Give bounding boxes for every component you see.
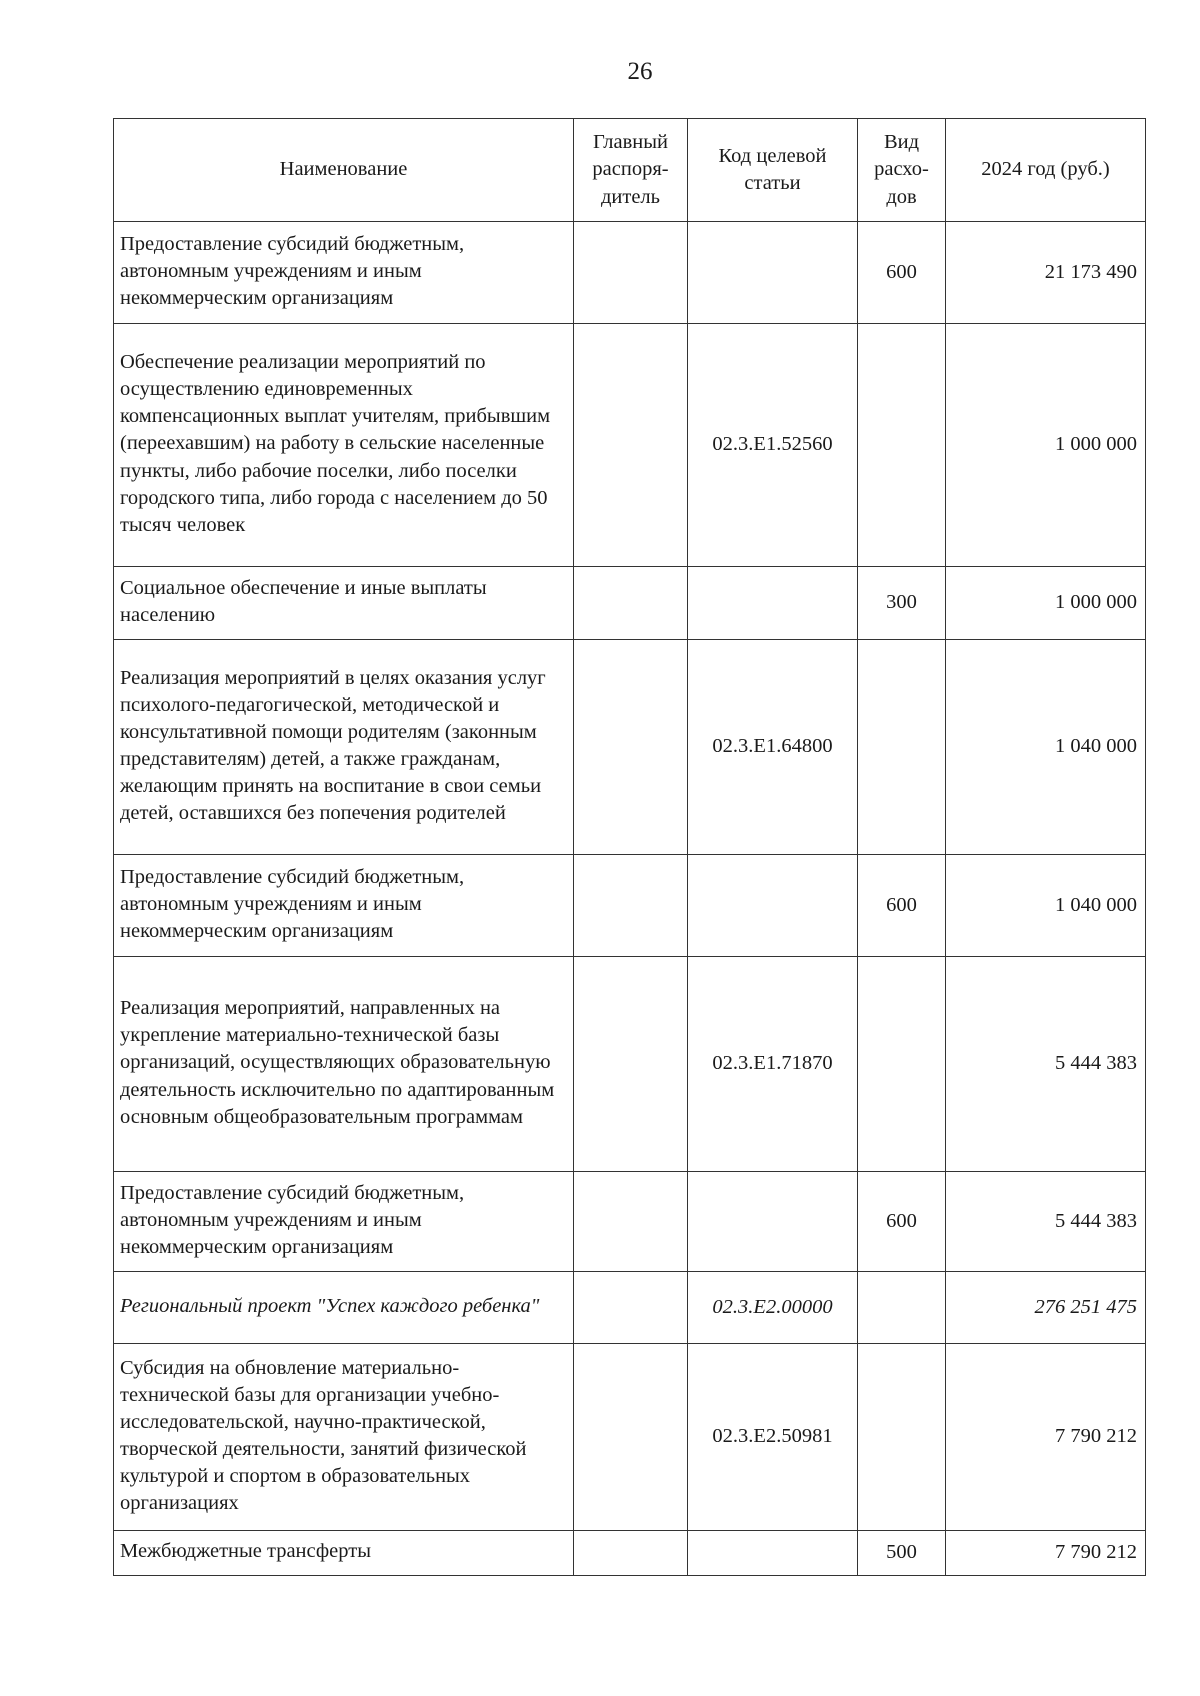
row-type xyxy=(858,957,946,1172)
row-amount: 1 000 000 xyxy=(946,324,1146,567)
table-row xyxy=(114,222,1146,324)
row-amount: 5 444 383 xyxy=(946,1172,1146,1272)
row-type: 600 xyxy=(858,1172,946,1272)
row-type xyxy=(858,1344,946,1531)
row-type: 600 xyxy=(858,222,946,324)
row-code: 02.3.Е2.50981 xyxy=(688,1344,858,1531)
row-code: 02.3.Е1.71870 xyxy=(688,957,858,1172)
row-type: 300 xyxy=(858,567,946,640)
row-name: Предоставление субсидий бюджетным, автономным учреждениям и иным некоммерческим организациям xyxy=(114,1172,574,1272)
row-code xyxy=(688,222,858,324)
table-header-row xyxy=(114,119,1146,222)
row-amount: 1 000 000 xyxy=(946,567,1146,640)
row-code: 02.3.Е2.00000 xyxy=(688,1272,858,1344)
table-row xyxy=(114,1531,1146,1576)
row-amount: 1 040 000 xyxy=(946,855,1146,957)
row-name: Реализация мероприятий в целях оказания услуг психолого-педагогической, методической и консультативной помощи родителям (законным представителям) детей, а также гражданам, желающим принять на воспитание в свои семьи детей, оставшихся без попечения родителей xyxy=(114,640,574,855)
row-manager xyxy=(574,640,688,855)
row-amount: 276 251 475 xyxy=(946,1272,1146,1344)
row-code: 02.3.Е1.64800 xyxy=(688,640,858,855)
row-type xyxy=(858,640,946,855)
row-name: Предоставление субсидий бюджетным, автономным учреждениям и иным некоммерческим организациям xyxy=(114,222,574,324)
row-name: Субсидия на обновление материально-технической базы для организации учебно-исследовательской, научно-практической, творческой деятельности, занятий физической культурой и спортом в образовательных организациях xyxy=(114,1344,574,1531)
table-row xyxy=(114,855,1146,957)
row-code xyxy=(688,567,858,640)
row-code: 02.3.Е1.52560 xyxy=(688,324,858,567)
row-manager xyxy=(574,957,688,1172)
page-number: 26 xyxy=(627,58,653,85)
row-amount: 7 790 212 xyxy=(946,1531,1146,1576)
row-name: Обеспечение реализации мероприятий по осуществлению единовременных компенсационных выплат учителям, прибывшим (переехавшим) на работу в сельские населенные пункты, либо рабочие поселки, либо поселки городского типа, либо города с населением до 50 тысяч человек xyxy=(114,324,574,567)
row-type xyxy=(858,324,946,567)
header-year-2024: 2024 год (руб.) xyxy=(946,119,1146,222)
table-row xyxy=(114,957,1146,1172)
table-row xyxy=(114,1272,1146,1344)
row-manager xyxy=(574,222,688,324)
header-expense-type: Вид расхо-дов xyxy=(858,119,946,222)
row-name: Социальное обеспечение и иные выплаты населению xyxy=(114,567,574,640)
row-type: 600 xyxy=(858,855,946,957)
row-code xyxy=(688,1172,858,1272)
table-row xyxy=(114,324,1146,567)
row-manager xyxy=(574,1172,688,1272)
row-manager xyxy=(574,1531,688,1576)
budget-table xyxy=(113,118,1146,1576)
header-name: Наименование xyxy=(114,119,574,222)
row-manager xyxy=(574,1272,688,1344)
row-manager xyxy=(574,324,688,567)
row-name: Межбюджетные трансферты xyxy=(114,1531,574,1576)
row-type: 500 xyxy=(858,1531,946,1576)
row-name: Региональный проект "Успех каждого ребенка" xyxy=(114,1272,574,1344)
row-manager xyxy=(574,567,688,640)
row-code xyxy=(688,1531,858,1576)
row-type xyxy=(858,1272,946,1344)
row-name: Предоставление субсидий бюджетным, автономным учреждениям и иным некоммерческим организациям xyxy=(114,855,574,957)
row-amount: 21 173 490 xyxy=(946,222,1146,324)
row-name: Реализация мероприятий, направленных на укрепление материально-технической базы организаций, осуществляющих образовательную деятельность исключительно по адаптированным основным общеобразовательным программам xyxy=(114,957,574,1172)
row-manager xyxy=(574,855,688,957)
row-amount: 1 040 000 xyxy=(946,640,1146,855)
row-amount: 7 790 212 xyxy=(946,1344,1146,1531)
header-manager: Главный распоря-дитель xyxy=(574,119,688,222)
row-code xyxy=(688,855,858,957)
row-amount: 5 444 383 xyxy=(946,957,1146,1172)
table-row xyxy=(114,1172,1146,1272)
table-row xyxy=(114,567,1146,640)
header-target-code: Код целевой статьи xyxy=(688,119,858,222)
row-manager xyxy=(574,1344,688,1531)
table-row xyxy=(114,1344,1146,1531)
table-row xyxy=(114,640,1146,855)
